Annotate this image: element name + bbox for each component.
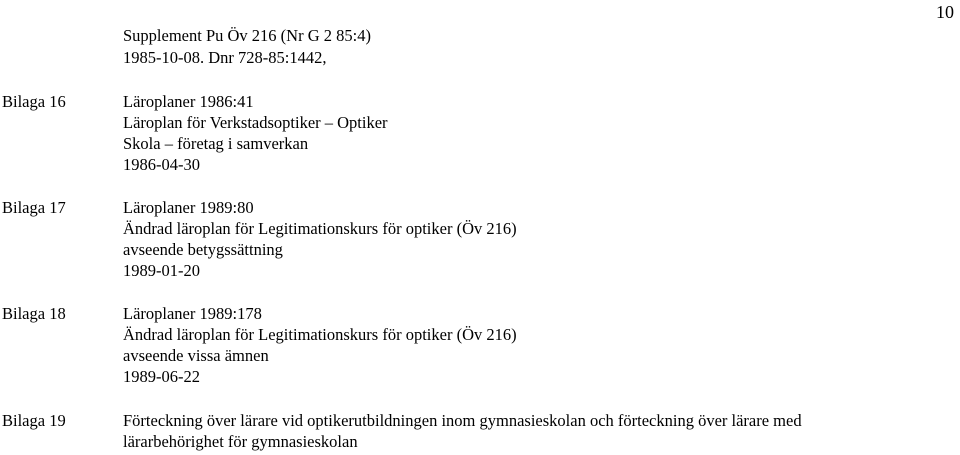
attachment-line: lärarbehörighet för gymnasieskolan — [123, 432, 358, 451]
attachment-label: Bilaga 19 — [2, 411, 66, 430]
attachment-line: Läroplaner 1986:41 — [123, 92, 254, 111]
attachment-line: Förteckning över lärare vid optikerutbildningen inom gymnasieskolan och förteckning över lärare med — [123, 411, 802, 430]
intro-line-2: 1985-10-08. Dnr 728-85:1442, — [123, 48, 327, 67]
attachment-line: Läroplaner 1989:178 — [123, 304, 262, 323]
attachment-line: Läroplan för Verkstadsoptiker – Optiker — [123, 113, 388, 132]
attachment-line: avseende vissa ämnen — [123, 346, 269, 365]
intro-line-1: Supplement Pu Öv 216 (Nr G 2 85:4) — [123, 26, 371, 45]
attachment-label: Bilaga 16 — [2, 92, 66, 111]
attachment-line: 1989-01-20 — [123, 261, 200, 280]
attachment-line: Läroplaner 1989:80 — [123, 198, 254, 217]
attachment-line: 1989-06-22 — [123, 367, 200, 386]
attachment-line: Ändrad läroplan för Legitimationskurs för optiker (Öv 216) — [123, 325, 517, 344]
attachment-line: avseende betygssättning — [123, 240, 283, 259]
page-number: 10 — [936, 2, 954, 22]
attachment-label: Bilaga 17 — [2, 198, 66, 217]
attachment-line: Skola – företag i samverkan — [123, 134, 309, 153]
attachment-line: Ändrad läroplan för Legitimationskurs för optiker (Öv 216) — [123, 219, 517, 238]
attachment-label: Bilaga 18 — [2, 304, 66, 323]
attachment-line: 1986-04-30 — [123, 155, 200, 174]
